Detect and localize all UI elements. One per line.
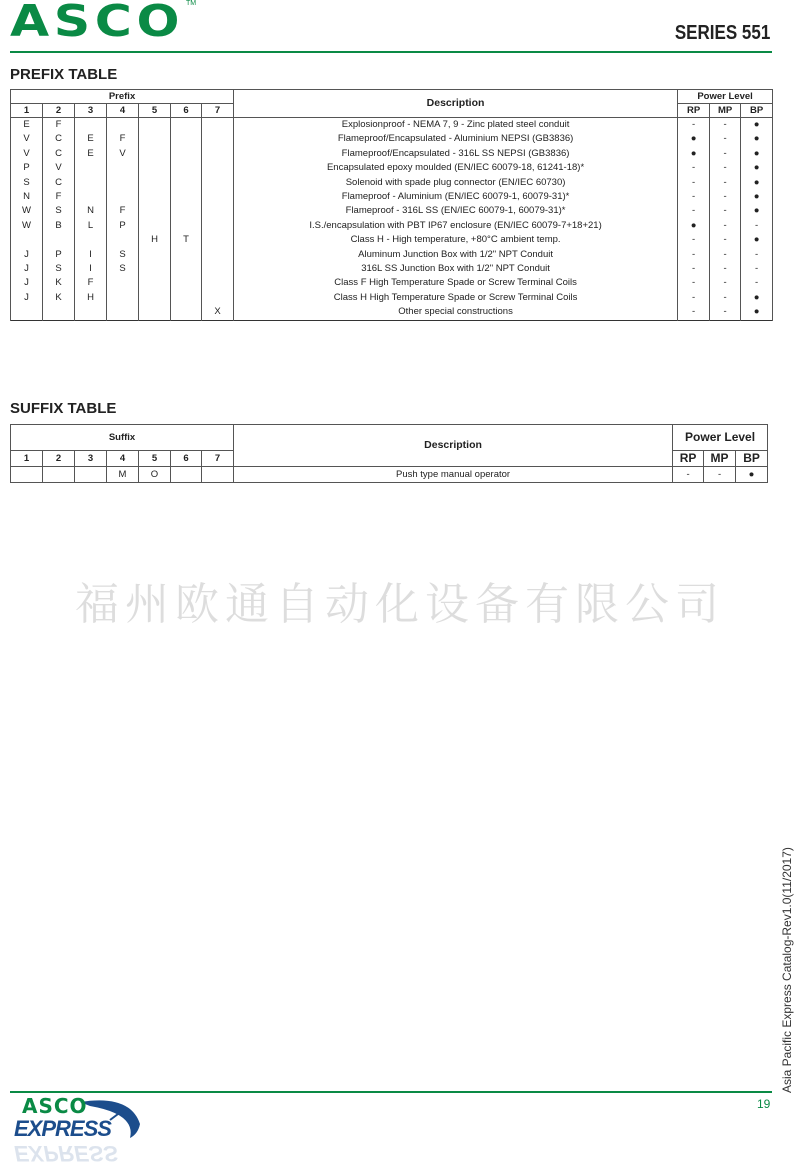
column-number: 3 <box>75 451 107 467</box>
power-cell: - <box>678 204 710 218</box>
code-cell: T <box>171 233 202 247</box>
asco-express-logo-top: ASCO <box>22 1094 88 1118</box>
column-number: 3 <box>75 104 107 118</box>
description-cell: Flameproof/Encapsulated - Aluminium NEPSI (GB3836) <box>234 132 678 146</box>
power-column-rp: RP <box>678 104 710 118</box>
code-cell: J <box>11 276 43 290</box>
power-cell: ● <box>741 233 773 247</box>
code-cell <box>139 147 171 161</box>
code-cell: C <box>43 176 75 190</box>
watermark: 福州欧通自动化设备有限公司 <box>75 579 725 630</box>
power-cell: - <box>710 233 741 247</box>
power-cell: ● <box>741 291 773 305</box>
power-cell: - <box>678 161 710 175</box>
code-cell <box>139 161 171 175</box>
power-cell: ● <box>741 147 773 161</box>
code-cell <box>202 291 234 305</box>
table-row <box>11 190 773 204</box>
code-cell: F <box>107 204 139 218</box>
code-cell <box>107 190 139 204</box>
power-cell: - <box>710 190 741 204</box>
table-row <box>11 161 773 175</box>
table-row <box>11 176 773 190</box>
code-cell <box>107 305 139 320</box>
code-cell <box>202 262 234 276</box>
code-cell: N <box>11 190 43 204</box>
code-cell <box>139 219 171 233</box>
code-cell <box>171 276 202 290</box>
table-row <box>11 305 773 320</box>
page-number: 19 <box>757 1097 771 1111</box>
description-header: Description <box>234 90 678 118</box>
power-cell: - <box>741 262 773 276</box>
code-cell <box>139 276 171 290</box>
trademark-mark: TM <box>186 0 197 7</box>
table-row <box>11 467 768 483</box>
description-cell: Other special constructions <box>234 305 678 320</box>
code-cell <box>107 276 139 290</box>
code-cell: F <box>107 132 139 146</box>
power-column-bp: BP <box>736 451 768 467</box>
power-cell: - <box>710 118 741 133</box>
prefix-header: Prefix <box>11 90 234 104</box>
code-cell <box>107 118 139 133</box>
code-cell <box>139 291 171 305</box>
power-cell: - <box>678 176 710 190</box>
code-cell: V <box>11 147 43 161</box>
power-cell: - <box>678 248 710 262</box>
power-cell: ● <box>741 204 773 218</box>
power-cell: ● <box>678 219 710 233</box>
code-cell <box>107 176 139 190</box>
column-number: 2 <box>43 451 75 467</box>
code-cell: C <box>43 132 75 146</box>
column-number: 6 <box>171 451 202 467</box>
prefix-table-title: PREFIX TABLE <box>10 66 118 83</box>
code-cell <box>43 467 75 483</box>
asco-express-logo-bottom: EXPRESS <box>14 1116 111 1141</box>
description-cell: Flameproof - Aluminium (EN/IEC 60079-1, 60079-31)* <box>234 190 678 204</box>
code-cell <box>202 276 234 290</box>
power-cell: ● <box>741 190 773 204</box>
code-cell <box>202 176 234 190</box>
table-row <box>11 262 773 276</box>
description-cell: Push type manual operator <box>234 467 673 483</box>
code-cell <box>202 467 234 483</box>
code-cell: C <box>43 147 75 161</box>
code-cell: N <box>75 204 107 218</box>
code-cell: K <box>43 276 75 290</box>
code-cell <box>202 118 234 133</box>
catalog-revision-text: Asia Pacific Express Catalog-Rev1.0(11/2017) <box>780 847 794 1093</box>
code-cell: V <box>11 132 43 146</box>
description-cell: Flameproof/Encapsulated - 316L SS NEPSI (GB3836) <box>234 147 678 161</box>
code-cell <box>171 176 202 190</box>
code-cell <box>202 219 234 233</box>
asco-logo: ASCO <box>10 0 185 47</box>
code-cell: W <box>11 219 43 233</box>
code-cell: J <box>11 262 43 276</box>
power-cell: - <box>741 219 773 233</box>
footer-divider <box>10 1091 772 1093</box>
column-number: 1 <box>11 451 43 467</box>
power-cell: - <box>678 305 710 320</box>
power-cell: - <box>710 262 741 276</box>
code-cell <box>43 305 75 320</box>
table-row <box>11 248 773 262</box>
code-cell: I <box>75 248 107 262</box>
column-number: 7 <box>202 104 234 118</box>
code-cell: S <box>107 262 139 276</box>
code-cell: V <box>43 161 75 175</box>
power-level-header: Power Level <box>678 90 773 104</box>
code-cell: H <box>75 291 107 305</box>
power-cell: - <box>741 248 773 262</box>
power-cell: ● <box>741 132 773 146</box>
code-cell <box>202 204 234 218</box>
asco-express-logo-reflection: EXPRESS <box>14 1141 118 1166</box>
description-header: Description <box>234 425 673 467</box>
code-cell <box>171 161 202 175</box>
code-cell <box>139 176 171 190</box>
power-column-rp: RP <box>673 451 704 467</box>
table-row <box>11 204 773 218</box>
code-cell <box>75 190 107 204</box>
code-cell <box>75 233 107 247</box>
code-cell <box>202 132 234 146</box>
code-cell <box>202 161 234 175</box>
code-cell <box>171 291 202 305</box>
power-cell: - <box>710 291 741 305</box>
power-cell: - <box>678 118 710 133</box>
description-cell: Encapsulated epoxy moulded (EN/IEC 60079-18, 61241-18)* <box>234 161 678 175</box>
column-number: 2 <box>43 104 75 118</box>
code-cell <box>171 262 202 276</box>
power-cell: ● <box>741 176 773 190</box>
code-cell: I <box>75 262 107 276</box>
code-cell: V <box>107 147 139 161</box>
code-cell: P <box>107 219 139 233</box>
power-cell: ● <box>736 467 768 483</box>
code-cell: P <box>11 161 43 175</box>
table-row <box>11 276 773 290</box>
column-number: 7 <box>202 451 234 467</box>
series-title: SERIES 551 <box>674 22 770 44</box>
code-cell: S <box>43 262 75 276</box>
power-cell: - <box>678 276 710 290</box>
code-cell: J <box>11 291 43 305</box>
code-cell <box>139 204 171 218</box>
code-cell <box>139 262 171 276</box>
column-number: 5 <box>139 451 171 467</box>
prefix-table <box>10 89 773 321</box>
description-cell: Aluminum Junction Box with 1/2" NPT Conduit <box>234 248 678 262</box>
code-cell: K <box>43 291 75 305</box>
description-cell: Solenoid with spade plug connector (EN/IEC 60730) <box>234 176 678 190</box>
code-cell <box>171 305 202 320</box>
power-column-mp: MP <box>710 104 741 118</box>
code-cell <box>171 248 202 262</box>
code-cell <box>75 176 107 190</box>
code-cell <box>171 190 202 204</box>
power-cell: ● <box>678 132 710 146</box>
code-cell: E <box>75 132 107 146</box>
code-cell <box>139 190 171 204</box>
column-number: 4 <box>107 451 139 467</box>
code-cell: L <box>75 219 107 233</box>
code-cell <box>75 305 107 320</box>
description-cell: 316L SS Junction Box with 1/2" NPT Conduit <box>234 262 678 276</box>
code-cell <box>11 233 43 247</box>
power-cell: - <box>710 132 741 146</box>
description-cell: I.S./encapsulation with PBT IP67 enclosure (EN/IEC 60079-7+18+21) <box>234 219 678 233</box>
power-cell: - <box>710 204 741 218</box>
code-cell: H <box>139 233 171 247</box>
code-cell <box>107 291 139 305</box>
code-cell <box>11 467 43 483</box>
suffix-table-title: SUFFIX TABLE <box>10 400 117 417</box>
code-cell: X <box>202 305 234 320</box>
table-row <box>11 233 773 247</box>
power-cell: ● <box>741 305 773 320</box>
table-row <box>11 147 773 161</box>
description-cell: Flameproof - 316L SS (EN/IEC 60079-1, 60079-31)* <box>234 204 678 218</box>
power-cell: - <box>678 291 710 305</box>
code-cell: S <box>43 204 75 218</box>
description-cell: Class H High Temperature Spade or Screw Terminal Coils <box>234 291 678 305</box>
code-cell <box>139 305 171 320</box>
power-cell: - <box>710 176 741 190</box>
table-row <box>11 291 773 305</box>
column-number: 6 <box>171 104 202 118</box>
code-cell <box>202 233 234 247</box>
table-row <box>11 219 773 233</box>
code-cell <box>202 248 234 262</box>
code-cell: F <box>75 276 107 290</box>
power-cell: - <box>710 305 741 320</box>
code-cell <box>171 132 202 146</box>
power-cell: - <box>704 467 736 483</box>
code-cell <box>75 161 107 175</box>
code-cell: E <box>75 147 107 161</box>
power-cell: ● <box>678 147 710 161</box>
power-cell: - <box>678 190 710 204</box>
code-cell: F <box>43 118 75 133</box>
code-cell: W <box>11 204 43 218</box>
power-cell: - <box>678 233 710 247</box>
code-cell <box>75 118 107 133</box>
power-cell: - <box>710 276 741 290</box>
power-cell: - <box>710 248 741 262</box>
code-cell <box>202 190 234 204</box>
code-cell <box>11 305 43 320</box>
code-cell <box>171 219 202 233</box>
column-number: 1 <box>11 104 43 118</box>
header-divider <box>10 51 772 53</box>
power-cell: - <box>678 262 710 276</box>
power-cell: - <box>710 219 741 233</box>
code-cell <box>107 161 139 175</box>
power-column-bp: BP <box>741 104 773 118</box>
power-level-header: Power Level <box>673 425 768 451</box>
code-cell: J <box>11 248 43 262</box>
code-cell: M <box>107 467 139 483</box>
code-cell <box>171 204 202 218</box>
suffix-header: Suffix <box>11 425 234 451</box>
code-cell <box>107 233 139 247</box>
code-cell: S <box>107 248 139 262</box>
code-cell <box>202 147 234 161</box>
table-row <box>11 132 773 146</box>
code-cell <box>171 147 202 161</box>
power-cell: - <box>710 147 741 161</box>
power-column-mp: MP <box>704 451 736 467</box>
power-cell: ● <box>741 118 773 133</box>
code-cell: B <box>43 219 75 233</box>
table-row <box>11 118 773 133</box>
power-cell: - <box>741 276 773 290</box>
code-cell: P <box>43 248 75 262</box>
code-cell <box>139 132 171 146</box>
code-cell <box>171 118 202 133</box>
power-cell: ● <box>741 161 773 175</box>
code-cell <box>171 467 202 483</box>
code-cell <box>75 467 107 483</box>
power-cell: - <box>710 161 741 175</box>
description-cell: Class F High Temperature Spade or Screw Terminal Coils <box>234 276 678 290</box>
column-number: 5 <box>139 104 171 118</box>
code-cell: O <box>139 467 171 483</box>
code-cell: F <box>43 190 75 204</box>
code-cell: E <box>11 118 43 133</box>
column-number: 4 <box>107 104 139 118</box>
code-cell: S <box>11 176 43 190</box>
suffix-table <box>10 424 768 483</box>
description-cell: Explosionproof - NEMA 7, 9 - Zinc plated steel conduit <box>234 118 678 133</box>
code-cell <box>139 248 171 262</box>
code-cell <box>139 118 171 133</box>
code-cell <box>43 233 75 247</box>
power-cell: - <box>673 467 704 483</box>
description-cell: Class H - High temperature, +80°C ambient temp. <box>234 233 678 247</box>
